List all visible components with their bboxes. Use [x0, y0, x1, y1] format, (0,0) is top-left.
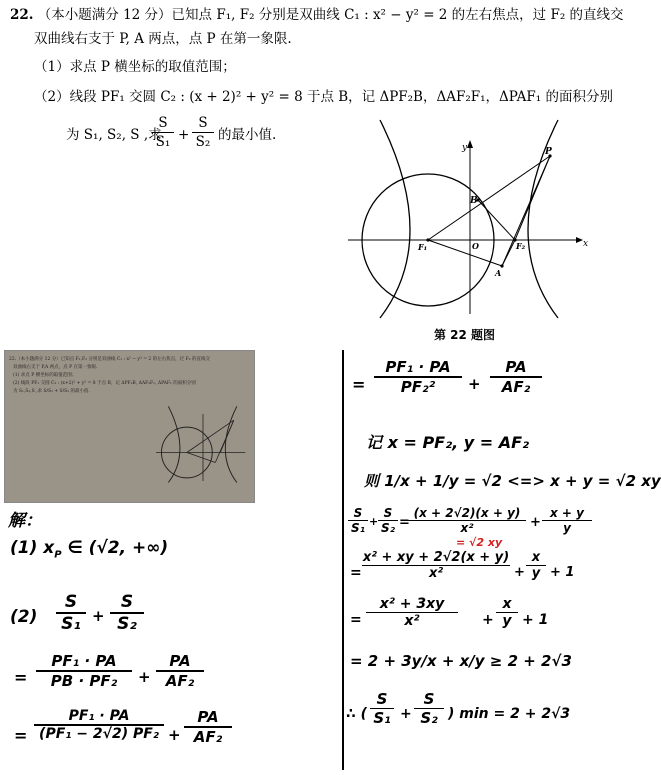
photo-line-3: (1) 求点 P 横坐标的取值范围；	[13, 373, 77, 378]
solution-heading: 解：	[8, 511, 42, 531]
l2-d2: AF₂	[156, 670, 204, 690]
l3-n1: PF₁ · PA	[68, 708, 130, 724]
problem-line-1	[10, 6, 624, 24]
figure-caption: 第 22 题图	[434, 328, 496, 342]
left-line3-eq: =	[14, 726, 28, 745]
r1-frac1	[374, 358, 462, 396]
r6-eq: =	[350, 612, 362, 628]
r3-relation: 则 1/x + 1/y = √2 <=> x + y = √2 xy	[364, 472, 661, 490]
r8-frac1	[370, 690, 394, 727]
left-line3-frac2	[184, 708, 232, 746]
photo-line-1: 22.（本小题满分 12 分）已知点 F₁,F₂ 分别是双曲线 C₁ : x² − y² = 2 的左右焦点，过 F₂ 的直线交	[9, 357, 210, 362]
r4-eq: =	[399, 515, 410, 530]
r1-d1: PF₂²	[374, 376, 462, 396]
question-2-continued	[66, 126, 162, 144]
label-y: y	[462, 143, 468, 153]
left-line2-frac2	[156, 652, 204, 690]
label-a: A	[495, 268, 502, 278]
left-line1-plus: +	[92, 607, 105, 625]
l3-d1: (PF₁ − 2√2) PF₂	[34, 724, 164, 742]
question-1: （1）求点 P 横坐标的取值范围；	[34, 59, 236, 75]
q2-frac2	[192, 114, 214, 151]
part2-label: (2)	[10, 607, 38, 627]
r1-eq: =	[352, 375, 366, 394]
label-f1: F₁	[418, 242, 428, 252]
l1-d2: S₂	[110, 612, 144, 634]
hyperbola-figure	[340, 118, 600, 323]
r8-n1: S	[376, 690, 388, 708]
r8-suffix: ) min = 2 + 2√3	[448, 706, 571, 722]
r4-n2: x + y	[550, 506, 584, 520]
segment-f1a	[428, 240, 502, 266]
r2-define-xy: 记 x = PF₂, y = AF₂	[366, 433, 530, 452]
r8-d1: S₁	[370, 708, 394, 727]
photo-line-2: 双曲线右支于 P,A 两点，点 P 在第一象限.	[13, 365, 98, 370]
label-o: O	[472, 241, 479, 251]
part1-sub: P	[54, 549, 62, 561]
l3-d2: AF₂	[184, 726, 232, 746]
r5-d: x²	[362, 565, 510, 581]
left-line2-plus: +	[138, 668, 151, 686]
r4-n: (x + 2√2)(x + y)	[413, 506, 521, 520]
r4-lhs-d2: S₂	[378, 520, 398, 535]
left-line3-plus: +	[168, 726, 181, 744]
left-line2-eq: =	[14, 668, 28, 687]
r8-d2: S₂	[414, 708, 444, 727]
r8-frac2	[414, 690, 444, 727]
r4-lhs-frac1	[348, 506, 368, 535]
r8-prefix: ∴ (	[346, 706, 368, 722]
q2-frac1-den: S₁	[152, 132, 174, 151]
q2-frac1-num: S	[158, 115, 168, 131]
part1-text: (1) x	[10, 538, 55, 558]
l1-d1: S₁	[56, 612, 86, 634]
part1-rest: ∈ (√2, +∞)	[61, 538, 169, 558]
photo-line-5: 为 S₁,S₂,S ,求 S/S₁ + S/S₂ 的最小值.	[13, 389, 90, 394]
r6-frac1	[366, 596, 458, 629]
r5-eq: =	[350, 565, 362, 581]
x-axis-arrow	[576, 237, 583, 243]
label-f2: F₂	[516, 241, 526, 251]
r4-d2: y	[542, 520, 592, 535]
photo-figure	[153, 391, 253, 499]
r5-d2: y	[526, 565, 546, 581]
r1-n2: PA	[505, 358, 527, 376]
r6-d: x²	[366, 612, 458, 629]
r4-lhs-d1: S₁	[348, 520, 368, 535]
r6-n2: x	[502, 596, 512, 612]
photo-line-4: (2) 线段 PF₁ 交圆 C₂ : (x+2)² + y² = 8 于点 B，记 ΔPF₂B, ΔAF₂F₁, ΔPAF₁ 的面积分别	[13, 381, 196, 386]
r5-tail: + 1	[550, 565, 575, 580]
r8-n2: S	[423, 690, 435, 708]
r5-plus: +	[514, 565, 525, 580]
r6-tail: + 1	[522, 612, 549, 628]
r4-lhs-n1: S	[353, 506, 363, 520]
l3-n2: PA	[197, 708, 219, 726]
problem-photo	[4, 350, 255, 503]
label-x: x	[583, 239, 589, 249]
l1-n2: S	[120, 592, 134, 612]
hyperbola-right-branch	[528, 120, 558, 318]
r7-inequality: = 2 + 3y/x + x/y ≥ 2 + 2√3	[350, 652, 572, 670]
r8-plus: +	[400, 706, 412, 722]
problem-number: 22.	[10, 7, 34, 23]
r1-plus: +	[468, 375, 481, 393]
r4-frac1	[408, 506, 526, 535]
left-line1-frac2	[110, 592, 144, 634]
l2-n1: PF₁ · PA	[51, 652, 117, 670]
column-divider	[342, 350, 344, 770]
r6-d2: y	[496, 612, 518, 629]
y-axis-arrow	[467, 140, 473, 148]
problem-text-1: （本小题满分 12 分）已知点 F₁, F₂ 分别是双曲线 C₁ : x² − y² = 2 的左右焦点，过 F₂ 的直线交	[37, 7, 624, 23]
segment-bf2	[478, 200, 515, 240]
r4-d: x²	[408, 520, 526, 535]
r5-frac1	[362, 550, 510, 581]
r4-red-note: = √2 xy	[456, 536, 503, 549]
q2-frac2-den: S₂	[192, 132, 214, 151]
label-b: B	[470, 196, 478, 206]
label-p: P	[545, 147, 552, 157]
r4-frac2	[542, 506, 592, 535]
problem-line-2: 双曲线右支于 P, A 两点，点 P 在第一象限.	[34, 31, 292, 47]
r4-lhs-n2: S	[383, 506, 393, 520]
l1-n1: S	[64, 592, 78, 612]
r4-plus: +	[530, 515, 541, 530]
left-line2-frac1	[36, 652, 132, 690]
r6-frac2	[496, 596, 518, 629]
r5-n: x² + xy + 2√2(x + y)	[362, 550, 510, 565]
q2-frac2-num: S	[198, 115, 208, 131]
question-2: （2）线段 PF₁ 交圆 C₂ : (x + 2)² + y² = 8 于点 B，记 ΔPF₂B，ΔAF₂F₁，ΔPAF₁ 的面积分别	[34, 89, 613, 105]
q2-suffix: 的最小值.	[218, 127, 277, 143]
left-line3-frac1	[34, 708, 164, 742]
r6-n: x² + 3xy	[379, 596, 445, 612]
r1-frac2	[490, 358, 542, 396]
q2-plus: +	[178, 127, 190, 143]
r5-n2: x	[531, 550, 541, 565]
l2-n2: PA	[169, 652, 191, 670]
r1-d2: AF₂	[490, 376, 542, 396]
q2-prefix: 为 S₁, S₂, S ,求	[66, 127, 162, 143]
q2-frac1	[152, 114, 174, 151]
r5-frac2	[526, 550, 546, 581]
solution-part-1	[10, 538, 168, 560]
r6-plus: +	[482, 612, 494, 628]
r4-lhs-plus: +	[369, 515, 379, 528]
hyperbola-left-branch	[380, 120, 410, 318]
r4-lhs-frac2	[378, 506, 398, 535]
l2-d1: PB · PF₂	[36, 670, 132, 690]
r1-n1: PF₁ · PA	[385, 358, 451, 376]
left-line1-frac1	[56, 592, 86, 634]
